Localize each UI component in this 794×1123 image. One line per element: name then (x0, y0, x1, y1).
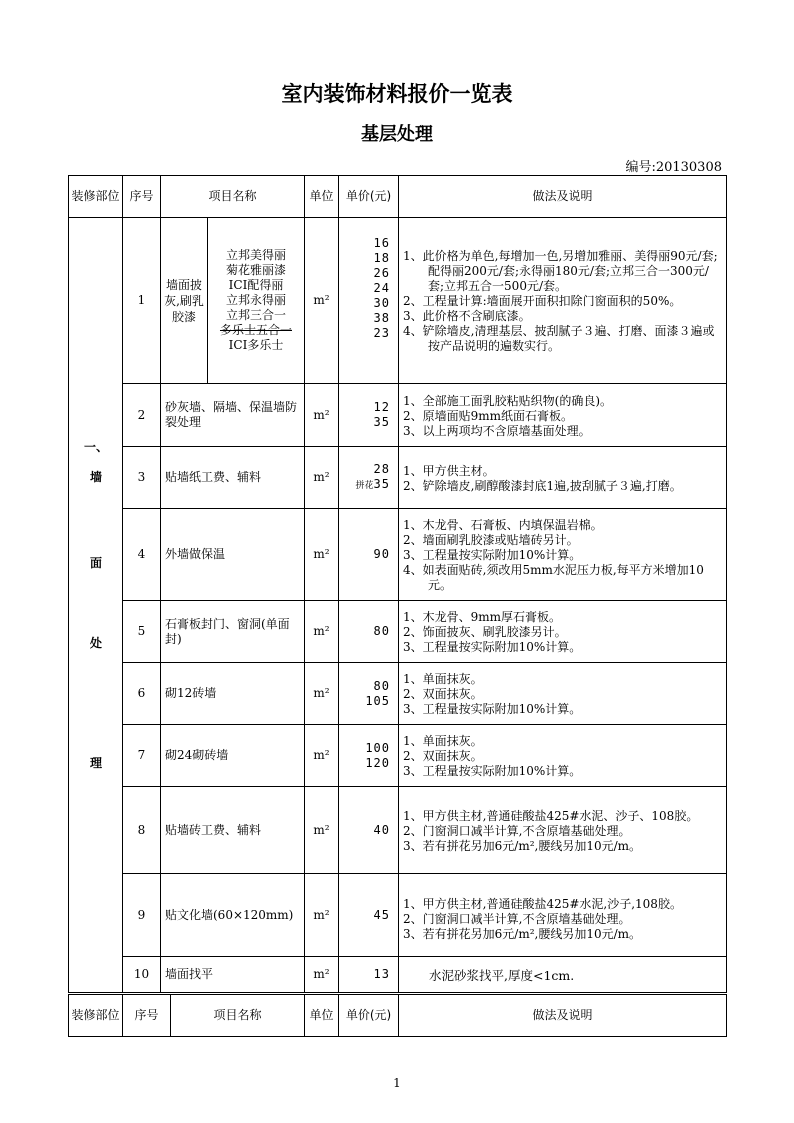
row-unit: m² (305, 957, 339, 993)
price-value: 80 (373, 624, 390, 638)
document-number: 编号:20130308 (625, 160, 722, 175)
price-value: 30 (373, 296, 390, 310)
row-price (339, 601, 399, 663)
desc-line: 3、若有拼花另加6元/m²,腰线另加10元/m。 (403, 838, 642, 853)
table-row (69, 725, 727, 787)
price-value: 38 (373, 311, 390, 325)
desc-line: 3、工程量按实际附加10%计算。 (403, 764, 582, 778)
row-desc (399, 447, 727, 509)
page-number: 1 (393, 1076, 401, 1090)
row-name: 贴墙砖工费、辅料 (161, 787, 305, 874)
row-name: 砂灰墙、隔墙、保温墙防裂处理 (161, 384, 305, 447)
row-price (339, 725, 399, 787)
brand-list (208, 218, 305, 383)
desc-line: 3、工程量按实际附加10%计算。 (403, 702, 582, 716)
row-name: 砌24砌砖墙 (161, 725, 305, 787)
desc-line: 1、此价格为单色,每增加一色,另增加雅丽、美得丽90元/套;配得丽200元/套;永得丽180元/套;立邦三合一300元/套;立邦五合一500元/套。 (403, 249, 718, 293)
row-desc (399, 601, 727, 663)
row-seq: 3 (123, 447, 161, 509)
desc-line: 2、饰面披灰、刷乳胶漆另计。 (403, 625, 567, 639)
brand-item: ICI配得丽 (228, 278, 284, 292)
row-unit: m² (305, 787, 339, 874)
row-price (339, 218, 399, 384)
price-value: 35 (373, 415, 390, 429)
desc-line: 2、原墙面贴9mm纸面石膏板。 (403, 408, 574, 423)
row-price (339, 663, 399, 725)
brand-item: 多乐士五合一 (219, 323, 292, 337)
desc-line: 2、工程量计算:墙面展开面积扣除门窗面积的50%。 (403, 294, 682, 308)
desc-line: 2、双面抹灰。 (403, 687, 483, 701)
brand-item: 菊花雅丽漆 (225, 263, 286, 277)
row-price (339, 509, 399, 601)
row-desc (399, 725, 727, 787)
desc-line: 1、木龙骨、9mm厚石膏板。 (403, 610, 562, 624)
category-cell (69, 218, 123, 993)
row-desc (399, 384, 727, 447)
price-value: 90 (373, 547, 390, 561)
row-name: 石膏板封门、窗洞(单面封) (161, 601, 305, 663)
brand-item: 立邦美得丽 (225, 248, 286, 262)
price-value: 12 (373, 400, 390, 414)
row-unit: m² (305, 384, 339, 447)
header-category: 装修部位 (69, 176, 123, 218)
price-value: 45 (373, 907, 390, 922)
brand-item: 立邦三合一 (225, 308, 286, 322)
row-name: 贴墙纸工费、辅料 (161, 447, 305, 509)
desc-line: 2、门窗洞口减半计算,不含原墙基础处理。 (403, 823, 631, 838)
brand-item: 立邦永得丽 (225, 293, 286, 307)
table-row (69, 787, 727, 874)
row-desc (399, 663, 727, 725)
desc-line: 1、甲方供主材。 (403, 463, 495, 478)
header-desc: 做法及说明 (399, 176, 727, 218)
desc-line: 2、双面抹灰。 (403, 749, 483, 763)
desc-line: 1、木龙骨、石膏板、内填保温岩棉。 (403, 518, 603, 532)
row-price (339, 874, 399, 957)
row-seq: 8 (123, 787, 161, 874)
desc-line: 3、此价格不含刷底漆。 (403, 309, 531, 323)
page-subtitle: 基层处理 (361, 124, 433, 145)
price-value: 40 (373, 822, 390, 837)
desc-line: 3、若有拼花另加6元/m²,腰线另加10元/m。 (403, 926, 642, 941)
brand-item: ICI多乐士 (228, 338, 284, 352)
desc-line: 3、工程量按实际附加10%计算。 (403, 640, 582, 654)
price-value: 18 (373, 251, 390, 265)
footer-header-unit: 单位 (305, 995, 339, 1037)
row-unit: m² (305, 663, 339, 725)
desc-line: 1、全部施工面乳胶粘贴织物(的确良)。 (403, 393, 612, 408)
header-name: 项目名称 (161, 176, 305, 218)
footer-header-table (68, 994, 727, 1037)
desc-line: 4、如表面贴砖,须改用5mm水泥压力板,每平方米增加10元。 (403, 563, 704, 592)
desc-line: 4、铲除墙皮,清理基层、披刮腻子３遍、打磨、面漆３遍或按产品说明的遍数实行。 (403, 324, 715, 353)
row-seq: 10 (123, 957, 161, 993)
row-name: 砌12砖墙 (161, 663, 305, 725)
header-unit: 单位 (305, 176, 339, 218)
table-row (69, 509, 727, 601)
footer-header-row (69, 995, 727, 1037)
row-seq: 4 (123, 509, 161, 601)
row-desc (399, 787, 727, 874)
row-price (339, 957, 399, 993)
category-label-1: 一、 (83, 440, 108, 454)
row-desc (399, 874, 727, 957)
desc-line: 2、门窗洞口减半计算,不含原墙基础处理。 (403, 911, 631, 926)
table-row (69, 663, 727, 725)
desc-line: 3、以上两项均不含原墙基面处理。 (403, 423, 591, 438)
page-title: 室内装饰材料报价一览表 (281, 82, 513, 106)
row-unit: m² (305, 447, 339, 509)
category-label-3: 面 (89, 556, 102, 570)
desc-line: 1、单面抹灰。 (403, 672, 483, 686)
header-price: 单价(元) (339, 176, 399, 218)
price-value: 120 (365, 755, 390, 770)
row-price (339, 447, 399, 509)
row-price (339, 384, 399, 447)
price-extra-label: 拼花 (355, 480, 374, 491)
table-row (69, 384, 727, 447)
footer-header-name: 项目名称 (171, 995, 305, 1037)
desc-line: 2、墙面刷乳胶漆或贴墙砖另计。 (403, 533, 579, 547)
row-desc (399, 218, 727, 384)
footer-header-category: 装修部位 (69, 995, 123, 1037)
desc-line: 2、铲除墙皮,刷醇酸漆封底1遍,披刮腻子３遍,打磨。 (403, 478, 682, 493)
row-seq: 2 (123, 384, 161, 447)
table-header-row (69, 176, 727, 218)
category-label-4: 处 (89, 636, 102, 650)
row-price (339, 787, 399, 874)
desc-line: 1、甲方供主材,普通硅酸盐425#水泥,沙子,108胶。 (403, 896, 682, 911)
row-seq: 7 (123, 725, 161, 787)
price-value: 105 (365, 693, 390, 708)
desc-line: 水泥砂浆找平,厚度<1cm. (429, 968, 575, 983)
price-value: 23 (373, 326, 390, 340)
row-seq: 9 (123, 874, 161, 957)
row-unit: m² (305, 725, 339, 787)
table-row (69, 957, 727, 993)
row-seq: 1 (123, 218, 161, 384)
price-value: 13 (373, 967, 390, 981)
footer-header-desc: 做法及说明 (399, 995, 727, 1037)
row-name: 贴文化墙(60×120mm) (161, 874, 305, 957)
price-value: 26 (373, 266, 390, 280)
price-value: 100 (365, 740, 390, 755)
table-row (69, 218, 727, 384)
table-row (69, 601, 727, 663)
footer-header-price: 单价(元) (339, 995, 399, 1037)
desc-line: 1、甲方供主材,普通硅酸盐425#水泥、沙子、108胶。 (403, 808, 699, 823)
footer-header-seq: 序号 (123, 995, 171, 1037)
price-value: 28 (373, 461, 390, 476)
row-desc (399, 957, 727, 993)
row-unit: m² (305, 874, 339, 957)
price-value: 16 (373, 236, 390, 250)
row-unit: m² (305, 218, 339, 384)
header-seq: 序号 (123, 176, 161, 218)
row-desc (399, 509, 727, 601)
price-value: 24 (373, 281, 390, 295)
row-unit: m² (305, 601, 339, 663)
row-unit: m² (305, 509, 339, 601)
price-extra-value: 35 (373, 476, 390, 491)
desc-line: 3、工程量按实际附加10%计算。 (403, 548, 582, 562)
category-label-5: 理 (89, 756, 102, 770)
row-name-cell (161, 218, 305, 384)
table-row (69, 447, 727, 509)
row-name: 墙面找平 (161, 957, 305, 993)
price-table (68, 175, 727, 993)
price-value: 80 (373, 678, 390, 693)
table-row (69, 874, 727, 957)
category-label-2: 墙 (89, 470, 102, 484)
row-seq: 6 (123, 663, 161, 725)
row-name: 墙面披灰,刷乳胶漆 (161, 218, 208, 383)
row-name: 外墙做保温 (161, 509, 305, 601)
row-seq: 5 (123, 601, 161, 663)
desc-line: 1、单面抹灰。 (403, 734, 483, 748)
